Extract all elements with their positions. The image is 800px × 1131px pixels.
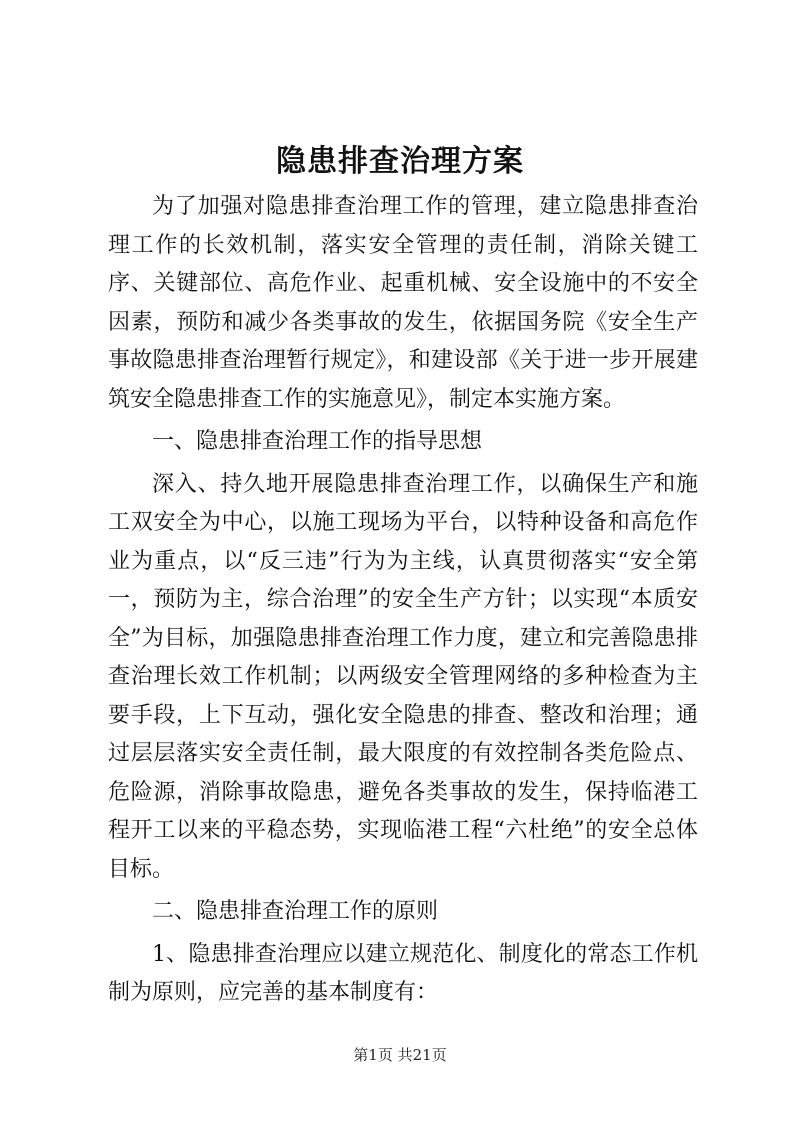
document-title: 隐患排查治理方案 bbox=[276, 144, 524, 179]
page-number-footer: 第1页 共21页 bbox=[353, 1046, 447, 1064]
document-body bbox=[108, 188, 698, 1013]
section-heading-principles: 二、隐患排查治理工作的原则 bbox=[152, 899, 439, 924]
section-heading-guiding-ideology: 一、隐患排查治理工作的指导思想 bbox=[152, 429, 483, 454]
intro-paragraph: 为了加强对隐患排查治理工作的管理，建立隐患排查治理工作的长效机制，落实安全管理的责任制，消除关键工序、关键部位、高危作业、起重机械、安全设施中的不安全因素，预防和减少各类事故的发生，依据国务院《安全生产事故隐患排查治理暂行规定》，和建设部《关于进一步开展建筑安全隐患排查工作的实施意见》，制定本实施方案。 bbox=[108, 194, 698, 412]
principle-item-1: 1、隐患排查治理应以建立规范化、制度化的常态工作机制为原则，应完善的基本制度有： bbox=[108, 941, 698, 1005]
guiding-ideology-paragraph: 深入、持久地开展隐患排查治理工作，以确保生产和施工双安全为中心，以施工现场为平台，以特种设备和高危作业为重点，以“反三违”行为为主线，认真贯彻落实“安全第一，预防为主，综合治理”的安全生产方针；以实现“本质安全”为目标，加强隐患排查治理工作力度，建立和完善隐患排查治理长效工作机制；以两级安全管理网络的多种检查为主要手段，上下互动，强化安全隐患的排查、整改和治理；通过层层落实安全责任制，最大限度的有效控制各类危险点、危险源，消除事故隐患，避免各类事故的发生，保持临港工程开工以来的平稳态势，实现临港工程“六杜绝”的安全总体目标。 bbox=[108, 471, 698, 882]
